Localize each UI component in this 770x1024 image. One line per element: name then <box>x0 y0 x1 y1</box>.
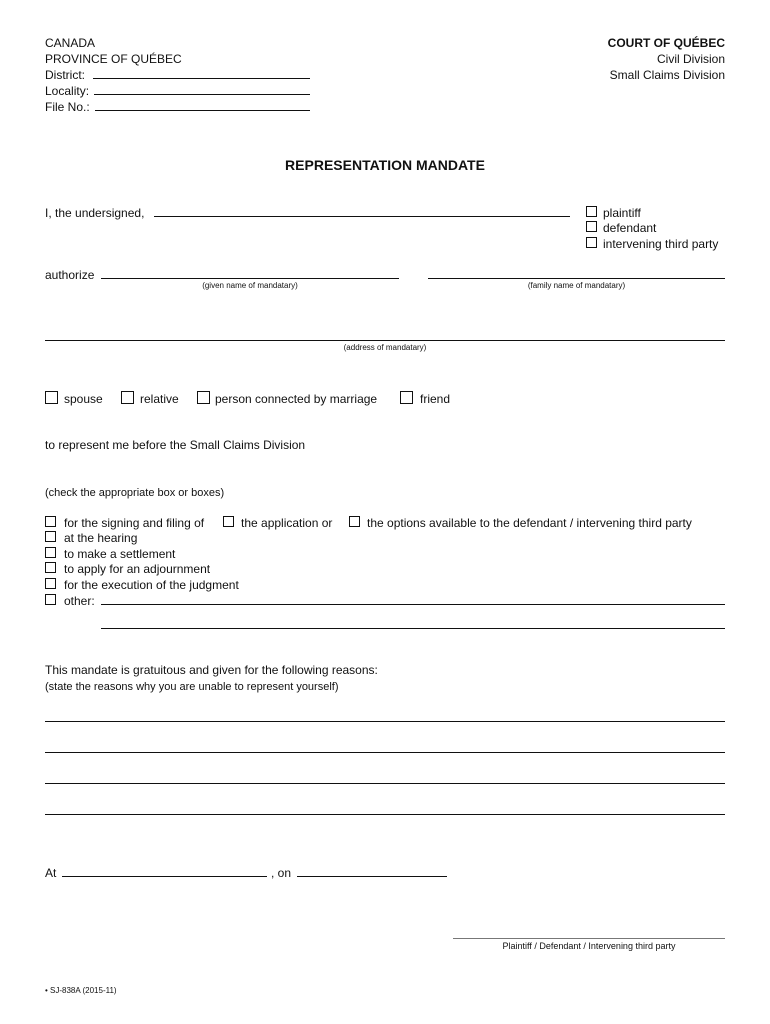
given-name-field[interactable] <box>101 278 399 279</box>
at-label: At <box>45 866 57 880</box>
other-checkbox[interactable] <box>45 594 56 605</box>
adjournment-checkbox[interactable] <box>45 562 56 573</box>
other-label: other: <box>64 594 95 608</box>
execution-checkbox[interactable] <box>45 578 56 589</box>
page-title: REPRESENTATION MANDATE <box>285 157 485 173</box>
date-field[interactable] <box>297 876 447 877</box>
signature-field[interactable] <box>453 938 725 939</box>
relative-checkbox[interactable] <box>121 391 134 404</box>
family-name-caption: (family name of mandatary) <box>527 281 626 290</box>
settlement-checkbox[interactable] <box>45 547 56 558</box>
family-name-field[interactable] <box>428 278 725 279</box>
address-caption: (address of mandatary) <box>343 343 427 352</box>
signature-caption: Plaintiff / Defendant / Intervening third party <box>502 941 676 951</box>
connected-by-marriage-label: person connected by marriage <box>215 392 378 406</box>
defendant-checkbox[interactable] <box>586 221 597 232</box>
signing-filing-checkbox[interactable] <box>45 516 56 527</box>
locality-field[interactable] <box>94 94 310 95</box>
on-label: , on <box>271 866 292 880</box>
intervening-third-party-checkbox[interactable] <box>586 237 597 248</box>
application-label: the application or <box>241 516 333 530</box>
represent-text: to represent me before the Small Claims Division <box>45 438 306 452</box>
settlement-label: to make a settlement <box>64 547 176 561</box>
reasons-line-4[interactable] <box>45 814 725 815</box>
district-label: District: <box>45 68 85 82</box>
friend-label: friend <box>420 392 451 406</box>
form-code: • SJ-838A (2015-11) <box>45 986 117 995</box>
spouse-checkbox[interactable] <box>45 391 58 404</box>
reasons-line-3[interactable] <box>45 783 725 784</box>
court-name: COURT OF QUÉBEC <box>607 36 725 50</box>
adjournment-label: to apply for an adjournment <box>64 562 211 576</box>
file-no-label: File No.: <box>45 100 90 114</box>
file-no-field[interactable] <box>95 110 310 111</box>
defendant-options-checkbox[interactable] <box>349 516 360 527</box>
gratuitous-text: This mandate is gratuitous and given for the following reasons: <box>45 663 378 677</box>
other-field-line-1[interactable] <box>101 604 725 605</box>
application-checkbox[interactable] <box>223 516 234 527</box>
place-field[interactable] <box>62 876 267 877</box>
relative-label: relative <box>140 392 179 406</box>
friend-checkbox[interactable] <box>400 391 413 404</box>
defendant-label: defendant <box>603 221 657 235</box>
signing-filing-label: for the signing and filing of <box>64 516 205 530</box>
address-field[interactable] <box>45 340 725 341</box>
undersigned-name-field[interactable] <box>154 216 570 217</box>
check-instruction: (check the appropriate box or boxes) <box>45 487 225 499</box>
hearing-label: at the hearing <box>64 531 138 545</box>
undersigned-label: I, the undersigned, <box>45 206 145 220</box>
header-province: PROVINCE OF QUÉBEC <box>45 52 182 66</box>
plaintiff-label: plaintiff <box>603 206 641 220</box>
court-division: Civil Division <box>656 52 725 66</box>
header-canada: CANADA <box>45 36 96 50</box>
district-field[interactable] <box>93 78 310 79</box>
connected-by-marriage-checkbox[interactable] <box>197 391 210 404</box>
authorize-label: authorize <box>45 268 95 282</box>
locality-label: Locality: <box>45 84 90 98</box>
spouse-label: spouse <box>64 392 103 406</box>
hearing-checkbox[interactable] <box>45 531 56 542</box>
reasons-line-2[interactable] <box>45 752 725 753</box>
given-name-caption: (given name of mandatary) <box>202 281 298 290</box>
plaintiff-checkbox[interactable] <box>586 206 597 217</box>
other-field-line-2[interactable] <box>101 628 725 629</box>
defendant-options-label: the options available to the defendant / intervening third party <box>367 516 692 530</box>
court-small-claims: Small Claims Division <box>609 68 725 82</box>
intervening-third-party-label: intervening third party <box>603 237 719 251</box>
reasons-instruction: (state the reasons why you are unable to represent yourself) <box>45 681 339 693</box>
reasons-line-1[interactable] <box>45 721 725 722</box>
execution-label: for the execution of the judgment <box>64 578 239 592</box>
